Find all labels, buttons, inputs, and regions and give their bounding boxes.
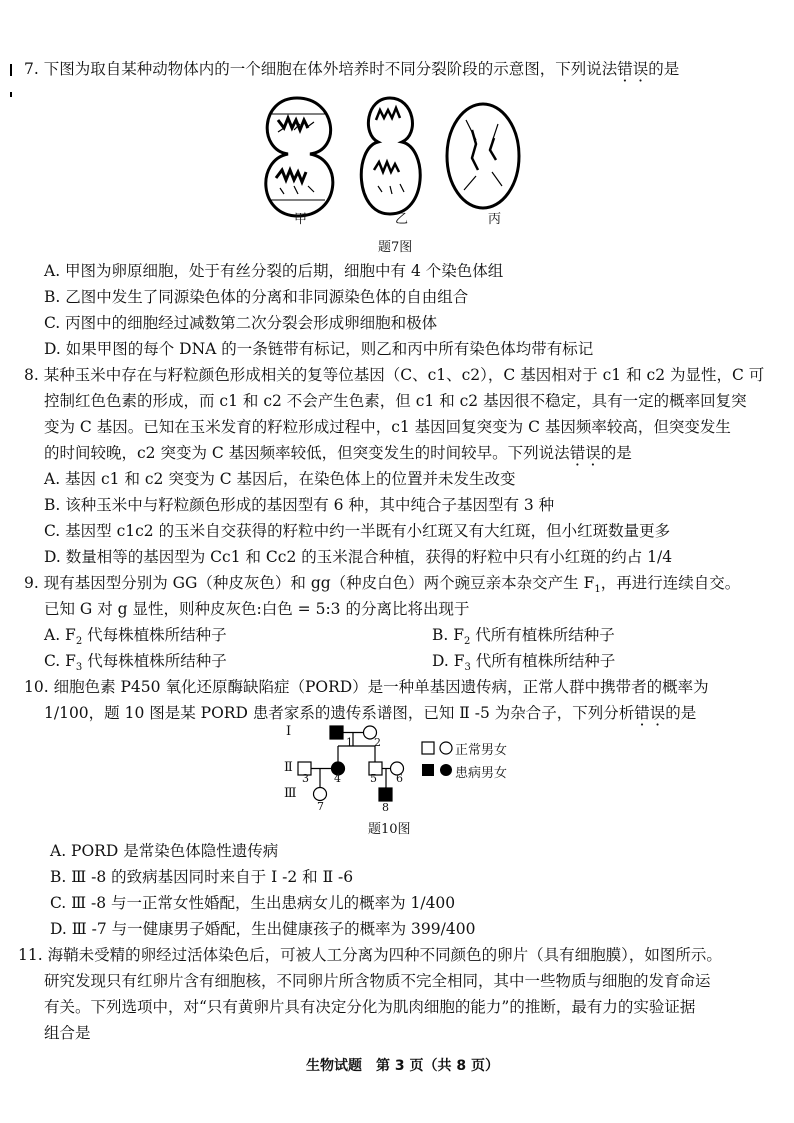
cell-yi-chromosomes — [374, 108, 404, 194]
q8-option-c: C. 基因型 c1c2 的玉米自交获得的籽粒中约一半既有小红斑又有大红斑，但小红斑数量更多 — [44, 522, 671, 540]
q9-option-a: A. $F_2$ 代每株植株所结种子 — [44, 626, 227, 648]
cell-label-yi: 乙 — [395, 212, 409, 227]
cell-bing-chromosomes — [464, 120, 502, 190]
pedigree-gen-II: Ⅱ — [284, 760, 293, 775]
q8-line-3: 变为 C 基因。已知在玉米发育的籽粒形成过程中，c1 基因回复突变为 C 基因频率较高，但突变发生 — [44, 418, 731, 436]
legend-affected-female-icon — [440, 764, 452, 776]
individual-I-1 — [330, 726, 343, 739]
q9-option-c: C. $F_3$ 代每株植株所结种子 — [44, 652, 227, 674]
q8-emphasis: 错误 — [569, 444, 601, 462]
legend-affected-male-icon — [422, 764, 434, 776]
pedigree-id-3: 3 — [302, 772, 309, 785]
pedigree-id-2: 2 — [374, 736, 381, 749]
q8-option-d: D. 数量相等的基因型为 Cc1 和 Cc2 的玉米混合种植，获得的籽粒中只有小红斑的约占 1/4 — [44, 548, 673, 566]
q7-option-a: A. 甲图为卵原细胞，处于有丝分裂的后期，细胞中有 4 个染色体组 — [44, 262, 504, 280]
q9-option-d: D. $F_3$ 代所有植株所结种子 — [432, 652, 616, 674]
cell-jia — [266, 98, 333, 216]
pedigree-id-6: 6 — [396, 772, 403, 785]
q10-option-d: D. Ⅲ -7 与一健康男子婚配，生出健康孩子的概率为 399/400 — [50, 920, 476, 938]
q10-option-a: A. PORD 是常染色体隐性遗传病 — [50, 842, 279, 860]
pedigree-id-8: 8 — [382, 801, 389, 814]
q11-line-4: 组合是 — [44, 1024, 91, 1042]
q10-line-2: 1/100，题 10 图是某 PORD 患者家系的遗传系谱图，已知 Ⅱ -5 为杂合子，下列分析错误的是 — [44, 704, 697, 722]
pedigree-legend-symbols — [421, 740, 455, 780]
q11-line-2: 研究发现只有红卵片含有细胞核，不同卵片所含物质不完全相同，其中一些物质与细胞的发育命运 — [44, 972, 711, 990]
pedigree-gen-III: Ⅲ — [284, 786, 297, 801]
pedigree-id-5: 5 — [370, 772, 377, 785]
pedigree-id-4: 4 — [334, 772, 341, 785]
q7-figure-caption: 题7图 — [378, 240, 413, 255]
q7-option-d: D. 如果甲图的每个 DNA 的一条链带有标记，则乙和丙中所有染色体均带有标记 — [44, 340, 594, 358]
q8-line-1: 8. 某种玉米中存在与籽粒颜色形成相关的复等位基因（C、c1、c2），C 基因相对于 c1 和 c2 为显性，C 可 — [24, 366, 765, 384]
individual-III-7 — [314, 788, 327, 801]
q7-stem-emphasis: 错误 — [617, 60, 649, 78]
q7-option-b: B. 乙图中发生了同源染色体的分离和非同源染色体的自由组合 — [44, 288, 469, 306]
q7-cell-figure — [250, 90, 530, 225]
legend-affected-label: 患病男女 — [455, 766, 508, 781]
q8-option-a: A. 基因 c1 和 c2 突变为 C 基因后，在染色体上的位置并未发生改变 — [44, 470, 516, 488]
q10-option-c: C. Ⅲ -8 与一正常女性婚配，生出患病女儿的概率为 1/400 — [50, 894, 456, 912]
q9-option-b: B. $F_2$ 代所有植株所结种子 — [432, 626, 615, 648]
cell-label-jia: 甲 — [294, 212, 308, 227]
pedigree-id-7: 7 — [317, 800, 324, 813]
cell-bing — [447, 104, 519, 208]
q11-line-3: 有关。下列选项中，对“只有黄卵片具有决定分化为肌肉细胞的能力”的推断，最有力的实验证据 — [44, 998, 696, 1016]
cell-label-bing: 丙 — [488, 212, 502, 227]
q10-option-b: B. Ⅲ -8 的致病基因同时来自于 Ⅰ -2 和 Ⅱ -6 — [50, 868, 354, 886]
individual-III-8 — [379, 788, 392, 801]
q7-stem: 7. 下图为取自某种动物体内的一个细胞在体外培养时不同分裂阶段的示意图，下列说法错误的是 — [24, 60, 680, 78]
q10-emphasis: 错误 — [634, 704, 666, 722]
q7-option-c: C. 丙图中的细胞经过减数第二次分裂会形成卵细胞和极体 — [44, 314, 438, 332]
margin-mark — [10, 92, 12, 97]
legend-normal-female-icon — [440, 742, 452, 754]
pedigree-gen-I: Ⅰ — [286, 724, 292, 739]
page-footer: 生物试题 第 3 页（共 8 页） — [306, 1058, 499, 1074]
q8-line-4: 的时间较晚，c2 突变为 C 基因频率较低，但突变发生的时间较早。下列说法错误的是 — [44, 444, 632, 462]
q9-line-2: 已知 G 对 g 显性，则种皮灰色:白色 = 5:3 的分离比将出现于 — [44, 600, 470, 618]
q10-figure-caption: 题10图 — [368, 822, 411, 837]
q8-option-b: B. 该种玉米中与籽粒颜色形成的基因型有 6 种，其中纯合子基因型有 3 种 — [44, 496, 555, 514]
q8-line-2: 控制红色色素的形成，而 c1 和 c2 不会产生色素，但 c1 和 c2 基因很不稳定，具有一定的概率回复突 — [44, 392, 747, 410]
q10-line-1: 10. 细胞色素 P450 氧化还原酶缺陷症（PORD）是一种单基因遗传病，正常人群中携带者的概率为 — [24, 678, 709, 696]
pedigree-id-1: 1 — [346, 736, 353, 749]
legend-normal-label: 正常男女 — [455, 743, 508, 758]
q11-line-1: 11. 海鞘未受精的卵经过活体染色后，可被人工分离为四种不同颜色的卵片（具有细胞膜），如图所示。 — [18, 946, 722, 964]
legend-normal-male-icon — [422, 742, 434, 754]
q9-line-1: 9. 现有基因型分别为 GG（种皮灰色）和 gg（种皮白色）两个豌豆亲本杂交产生 $F_1$，再进行连续自交。 — [24, 574, 741, 596]
margin-mark — [10, 64, 12, 76]
